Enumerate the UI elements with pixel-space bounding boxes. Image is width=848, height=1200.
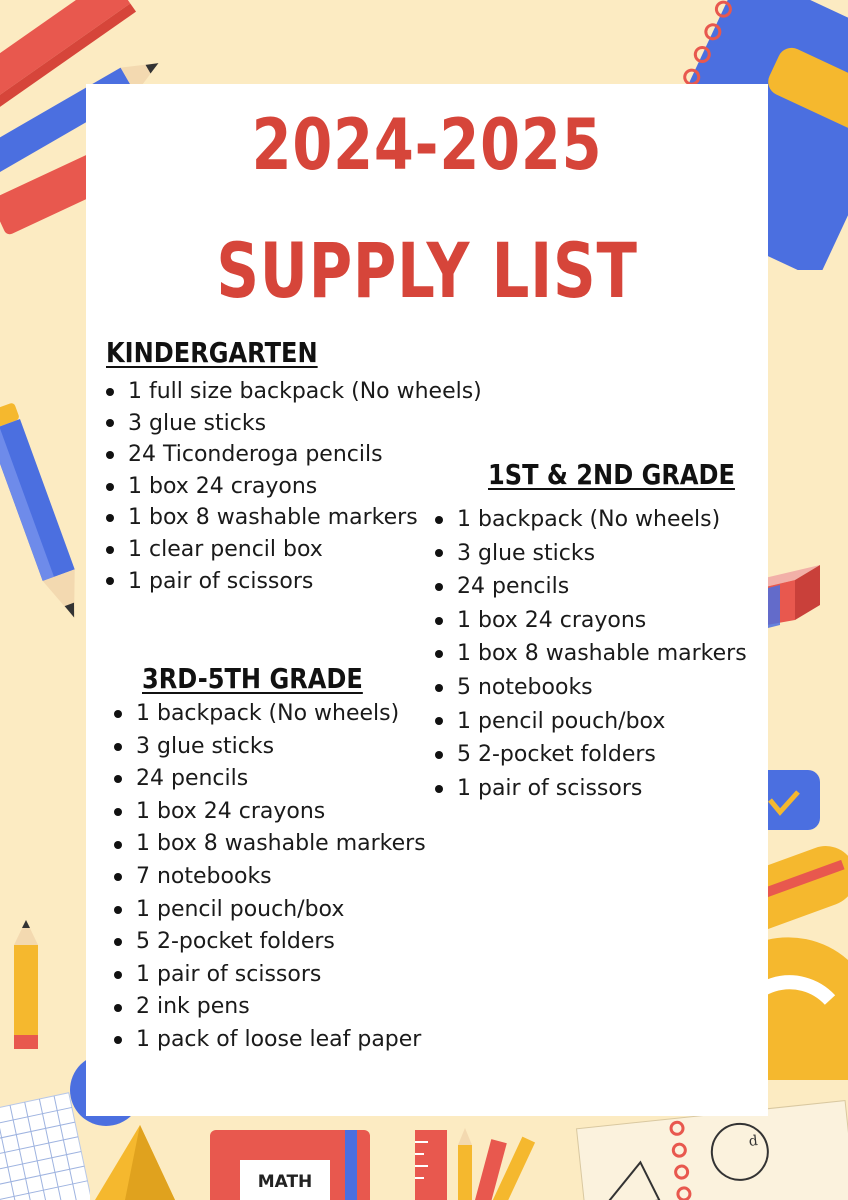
list-item: 24 Ticonderoga pencils: [102, 439, 482, 471]
title-supply-list: SUPPLY LIST: [216, 226, 638, 315]
kindergarten-heading: KINDERGARTEN: [106, 336, 318, 369]
list-item: 1 box 24 crayons: [102, 471, 482, 503]
list-item: 3 glue sticks: [431, 537, 747, 571]
list-item: 7 notebooks: [110, 861, 426, 894]
list-item: 1 pair of scissors: [431, 772, 747, 806]
list-item: 5 2-pocket folders: [110, 926, 426, 959]
math-book-label: MATH: [257, 1172, 313, 1192]
list-item: 1 pair of scissors: [110, 959, 426, 992]
grades-3-5-list: [110, 698, 426, 1057]
list-item: 24 pencils: [431, 570, 747, 604]
list-item: 1 full size backpack (No wheels): [102, 376, 482, 408]
list-item: 5 notebooks: [431, 671, 747, 705]
pyramid-illustration: [95, 1125, 175, 1200]
kindergarten-list: [102, 376, 482, 597]
bottom-left-pencil-illustration: [0, 920, 90, 1060]
list-item: 1 clear pencil box: [102, 534, 482, 566]
list-item: 1 pencil pouch/box: [431, 705, 747, 739]
list-item: 2 ink pens: [110, 991, 426, 1024]
title-year: 2024-2025: [251, 104, 603, 186]
list-item: 1 pair of scissors: [102, 566, 482, 598]
math-book-illustration: [205, 1125, 375, 1200]
list-item: 1 pack of loose leaf paper: [110, 1024, 426, 1057]
list-item: 3 glue sticks: [102, 408, 482, 440]
list-item: 1 box 24 crayons: [431, 604, 747, 638]
list-item: 1 box 8 washable markers: [102, 502, 482, 534]
grades-1-2-heading: 1ST & 2ND GRADE: [488, 458, 735, 491]
list-item: 24 pencils: [110, 763, 426, 796]
list-item: 5 2-pocket folders: [431, 738, 747, 772]
list-item: 1 box 24 crayons: [110, 796, 426, 829]
list-item: 1 box 8 washable markers: [110, 828, 426, 861]
graph-paper-illustration: [0, 1080, 90, 1200]
list-item: 1 backpack (No wheels): [431, 503, 747, 537]
grades-3-5-heading: 3RD-5TH GRADE: [142, 662, 363, 695]
protractor-label: d: [748, 1132, 759, 1150]
grades-1-2-list: [431, 503, 747, 805]
list-item: 3 glue sticks: [110, 731, 426, 764]
bottom-ruler-and-pencils-illustration: [410, 1120, 550, 1200]
list-item: 1 pencil pouch/box: [110, 894, 426, 927]
list-item: 1 box 8 washable markers: [431, 637, 747, 671]
list-item: 1 backpack (No wheels): [110, 698, 426, 731]
